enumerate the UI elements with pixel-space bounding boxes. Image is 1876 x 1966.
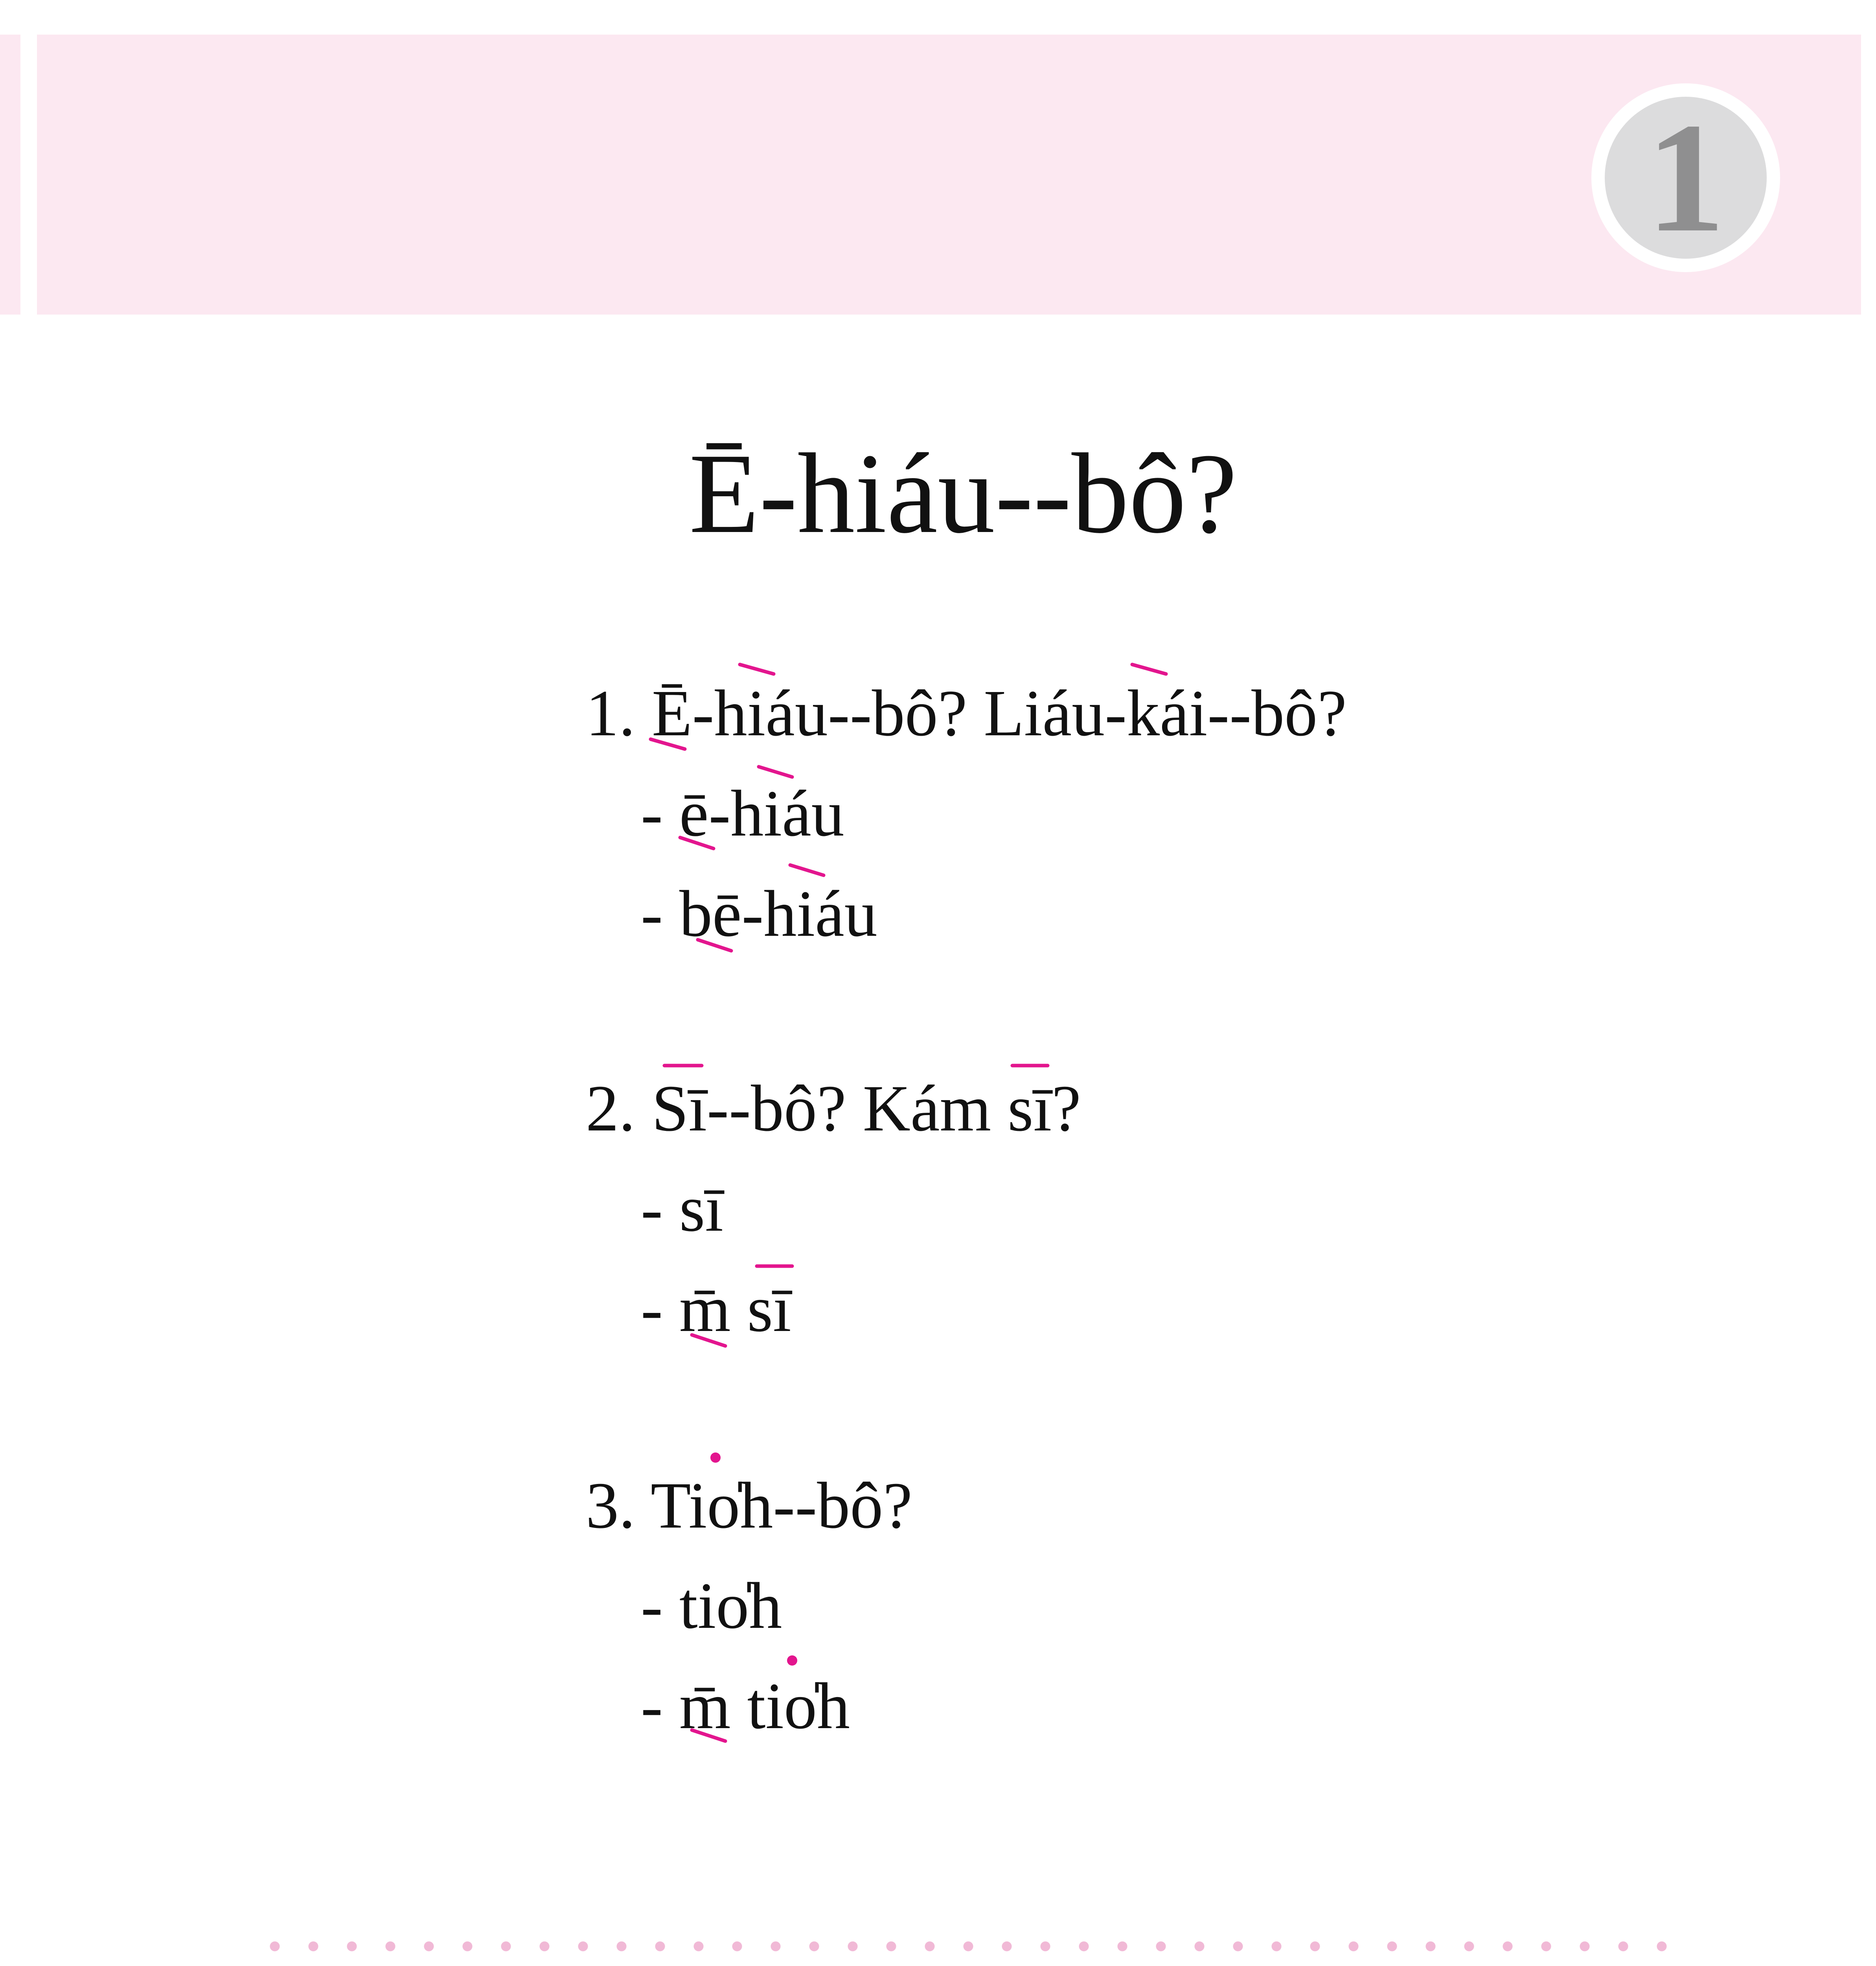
dotted-divider [256,1940,1687,1952]
tone-mark [759,767,792,777]
lesson-3-answer-1: - tio̍h [641,1569,782,1642]
lesson-1-answer-1: - ē-hiáu [641,777,844,850]
lesson-3-answer-2: - m̄ tio̍h [641,1670,850,1743]
lesson-3-question: 3. Tio̍h--bô? [586,1469,912,1542]
tone-dot [787,1655,797,1666]
tone-mark [740,665,774,674]
tone-mark [1132,665,1166,674]
tone-mark [692,1730,725,1741]
tone-mark [680,838,714,849]
lesson-2-answer-1: - sī [641,1172,723,1245]
lesson-1-question: 1. Ē-hiáu--bô? Liáu-kái--bô? [586,677,1347,750]
tone-mark [692,1335,725,1346]
tone-mark [790,865,824,875]
page-title: Ē-hiáu--bô? [689,430,1238,557]
lesson-1-answer-2: - bē-hiáu [641,877,877,950]
tone-mark [698,940,731,951]
lesson-2-answer-2: - m̄ sī [641,1272,791,1346]
lesson-2-question: 2. Sī--bô? Kám sī? [586,1072,1081,1145]
chapter-number: 1 [1605,97,1767,259]
tone-dot [710,1452,721,1463]
tone-mark [651,739,685,749]
